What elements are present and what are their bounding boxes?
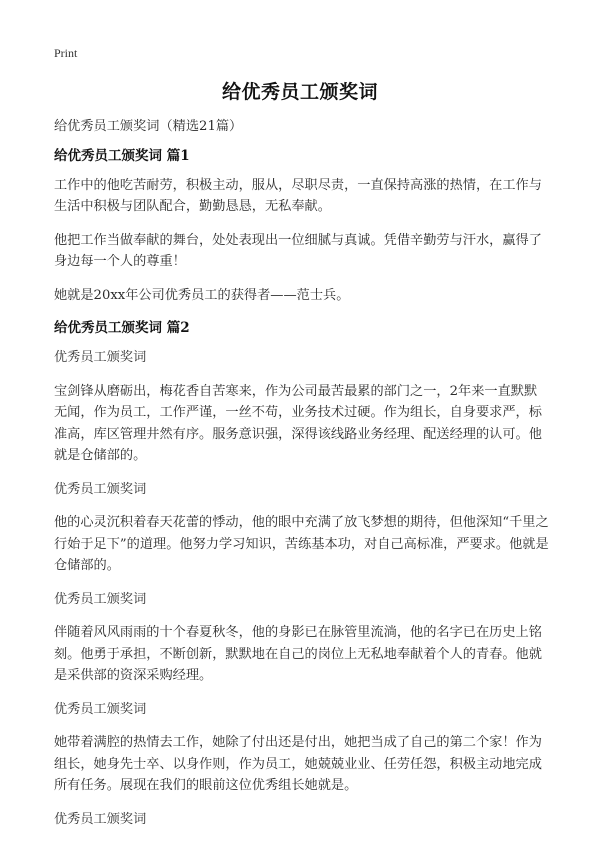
- document-body: [54, 116, 550, 842]
- section-1-paragraph-3: 她就是20xx年公司优秀员工的获得者——范士兵。: [54, 287, 350, 303]
- award-paragraph: 宝剑锋从磨砺出，梅花香自苦寒来，作为公司最苦最累的部门之一，2年来一直默默无闻，作为员工，工作严谨，一丝不苟，业务技术过硬。作为组长，自身要求严，标准高，库区管理井然有序。服务意识强，深得该线路业务经理、配送经理的认可。他就是仓储部的。: [54, 383, 542, 463]
- section-heading-2: 给优秀员工颁奖词 篇2: [54, 320, 190, 336]
- document-subtitle: 给优秀员工颁奖词（精选21篇）: [54, 119, 243, 134]
- section-1-paragraph-2: 他把工作当做奉献的舞台，处处表现出一位细腻与真诚。凭借辛勤劳与汗水，赢得了身边每一个人的尊重！: [54, 232, 542, 269]
- print-link[interactable]: Print: [54, 46, 78, 60]
- award-label: 优秀员工颁奖词: [54, 701, 147, 717]
- section-1-paragraph-1: 工作中的他吃苦耐劳，积极主动，服从，尽职尽责，一直保持高涨的热情，在工作与生活中积极与团队配合，勤勤恳恳，无私奉献。: [54, 177, 542, 214]
- award-label: 优秀员工颁奖词: [54, 481, 147, 497]
- award-label: 优秀员工颁奖词: [54, 591, 147, 607]
- award-label: 优秀员工颁奖词: [54, 811, 147, 827]
- section-heading-1: 给优秀员工颁奖词 篇1: [54, 147, 190, 164]
- award-paragraph: 她带着满腔的热情去工作，她除了付出还是付出，她把当成了自己的第二个家！作为组长，她身先士卒、以身作则，作为员工，她兢兢业业、任劳任怨，积极主动地完成所有任务。展现在我们的眼前这位优秀组长她就是。: [54, 735, 542, 793]
- award-label: 优秀员工颁奖词: [54, 350, 147, 365]
- page-title: 给优秀员工颁奖词: [221, 81, 378, 103]
- award-paragraph: 伴随着风风雨雨的十个春夏秋冬，他的身影已在脉管里流淌，他的名字已在历史上铭刻。他勇于承担，不断创新，默默地在自己的岗位上无私地奉献着个人的青春。他就是采供部的资深采购经理。: [54, 625, 542, 683]
- award-paragraph: 他的心灵沉积着春天花蕾的悸动，他的眼中充满了放飞梦想的期待，但他深知“千里之行始于足下”的道理。他努力学习知识，苦练基本功，对自己高标准，严要求。他就是仓储部的。: [54, 515, 549, 573]
